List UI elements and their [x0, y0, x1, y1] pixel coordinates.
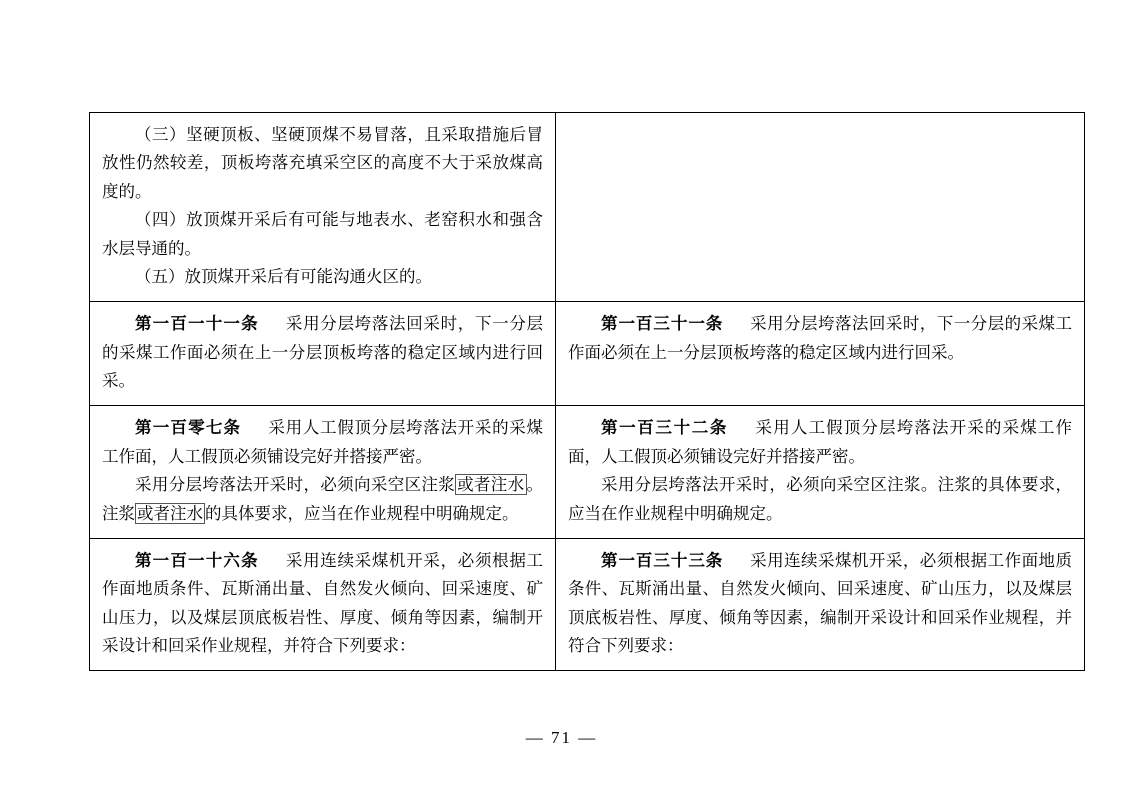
- article-body: 采用人工假顶分层垮落法开采的采煤工作面，人工假顶必须铺设完好并搭接严密。: [102, 418, 544, 466]
- clause-three: （三）坚硬顶板、坚硬顶煤不易冒落，且采取措施后冒放性仍然较差，顶板垮落充填采空区的高度不大于采放煤高度的。: [102, 125, 543, 201]
- article-number: 第一百三十三条: [601, 550, 724, 570]
- article-paragraph: [568, 414, 1072, 471]
- article-number: 第一百零七条: [135, 418, 242, 438]
- article-body: 采用分层垮落法回采时，下一分层的采煤工作面必须在上一分层顶板垮落的稳定区域内进行回采。: [568, 314, 1073, 362]
- table-row: [90, 538, 1085, 671]
- article-body-post: 的具体要求，应当在作业规程中明确规定。: [205, 503, 519, 523]
- table-cell-left: [90, 406, 556, 539]
- article-body: 采用分层垮落法回采时，下一分层的采煤工作面必须在上一分层顶板垮落的稳定区域内进行回采。: [102, 314, 544, 390]
- article-body: 采用连续采煤机开采，必须根据工作面地质条件、瓦斯涌出量、自然发火倾向、回采速度、矿山压力，以及煤层顶底板岩性、厚度、倾角等因素，编制开采设计和回采作业规程，并符合下列要求：: [102, 550, 544, 655]
- table-cell-right: [556, 406, 1085, 539]
- regulation-comparison-table: [89, 112, 1085, 671]
- table-cell-right: [556, 538, 1085, 671]
- article-second-paragraph: 采用分层垮落法开采时，必须向采空区注浆。注浆的具体要求，应当在作业规程中明确规定。: [568, 475, 1072, 523]
- article-number: 第一百一十一条: [135, 314, 259, 334]
- table-row: [90, 302, 1085, 406]
- table-cell-right: [556, 302, 1085, 406]
- table-cell-left: [90, 113, 556, 302]
- article-body-mid: 。注浆: [102, 475, 544, 523]
- article-body: 采用连续采煤机开采，必须根据工作面地质条件、瓦斯涌出量、自然发火倾向、回采速度、矿山压力，以及煤层顶底板岩性、厚度、倾角等因素，编制开采设计和回采作业规程，并符合下列要求：: [568, 550, 1073, 655]
- article-number: 第一百一十六条: [135, 550, 259, 570]
- article-body: 采用人工假顶分层垮落法开采的采煤工作面，人工假顶必须铺设完好并搭接严密。: [568, 418, 1073, 466]
- article-paragraph: [102, 547, 543, 661]
- article-number: 第一百三十一条: [601, 314, 724, 334]
- article-number: 第一百三十二条: [601, 418, 729, 438]
- clause-five: （五）放顶煤开采后有可能沟通火区的。: [135, 266, 432, 286]
- table-cell-left: [90, 538, 556, 671]
- article-paragraph: [568, 310, 1072, 367]
- article-body-pre: 采用分层垮落法开采时，必须向采空区注浆: [135, 475, 456, 495]
- article-paragraph: [102, 414, 543, 471]
- table-row: [90, 406, 1085, 539]
- table-cell-right-empty: [556, 113, 1085, 302]
- article-paragraph: [568, 547, 1072, 661]
- article-paragraph: [102, 310, 543, 395]
- table-row: [90, 113, 1085, 302]
- revision-marked-text-1: 或者注水: [457, 475, 525, 495]
- table-cell-left: [90, 302, 556, 406]
- page-number: — 71 —: [525, 728, 598, 747]
- revision-marked-text-2: 或者注水: [137, 503, 203, 523]
- clause-four: （四）放顶煤开采后有可能与地表水、老窑积水和强含水层导通的。: [102, 210, 543, 258]
- article-second-paragraph: [102, 471, 543, 528]
